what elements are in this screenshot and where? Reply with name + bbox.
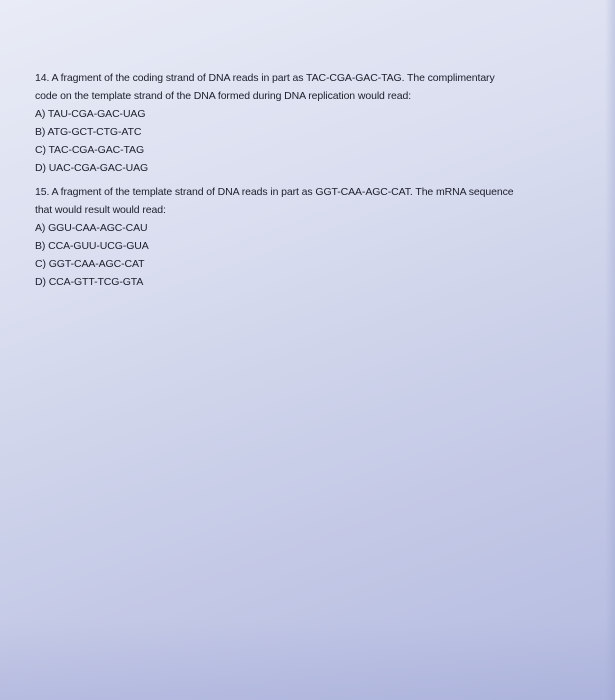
question-15	[35, 183, 605, 291]
question-14-option-b: B) ATG-GCT-CTG-ATC	[35, 126, 142, 138]
question-15-stem-line-2: that would result would read:	[35, 204, 166, 216]
question-15-option-c: C) GGT-CAA-AGC-CAT	[35, 258, 145, 270]
question-14-options	[35, 105, 605, 177]
question-14-option-a: A) TAU-CGA-GAC-UAG	[35, 108, 146, 120]
question-14-option-c: C) TAC-CGA-GAC-TAG	[35, 144, 145, 156]
question-15-option-a: A) GGU-CAA-AGC-CAU	[35, 222, 148, 234]
page-edge-shadow	[605, 0, 615, 700]
question-14-stem-line-1: 14. A fragment of the coding strand of DNA reads in part as TAC-CGA-GAC-TAG. The complimentary	[35, 72, 495, 84]
question-14-stem-line-2: code on the template strand of the DNA formed during DNA replication would read:	[35, 90, 412, 102]
question-14-option-d: D) UAC-CGA-GAC-UAG	[35, 162, 149, 174]
page-bottom-shadow	[0, 620, 615, 700]
question-15-option-b: B) CCA-GUU-UCG-GUA	[35, 240, 149, 252]
question-15-option-d: D) CCA-GTT-TCG-GTA	[35, 276, 144, 288]
question-14	[35, 69, 605, 177]
question-15-stem-line-1: 15. A fragment of the template strand of DNA reads in part as GGT-CAA-AGC-CAT. The mRNA sequence	[35, 186, 514, 198]
question-15-options	[35, 219, 605, 291]
